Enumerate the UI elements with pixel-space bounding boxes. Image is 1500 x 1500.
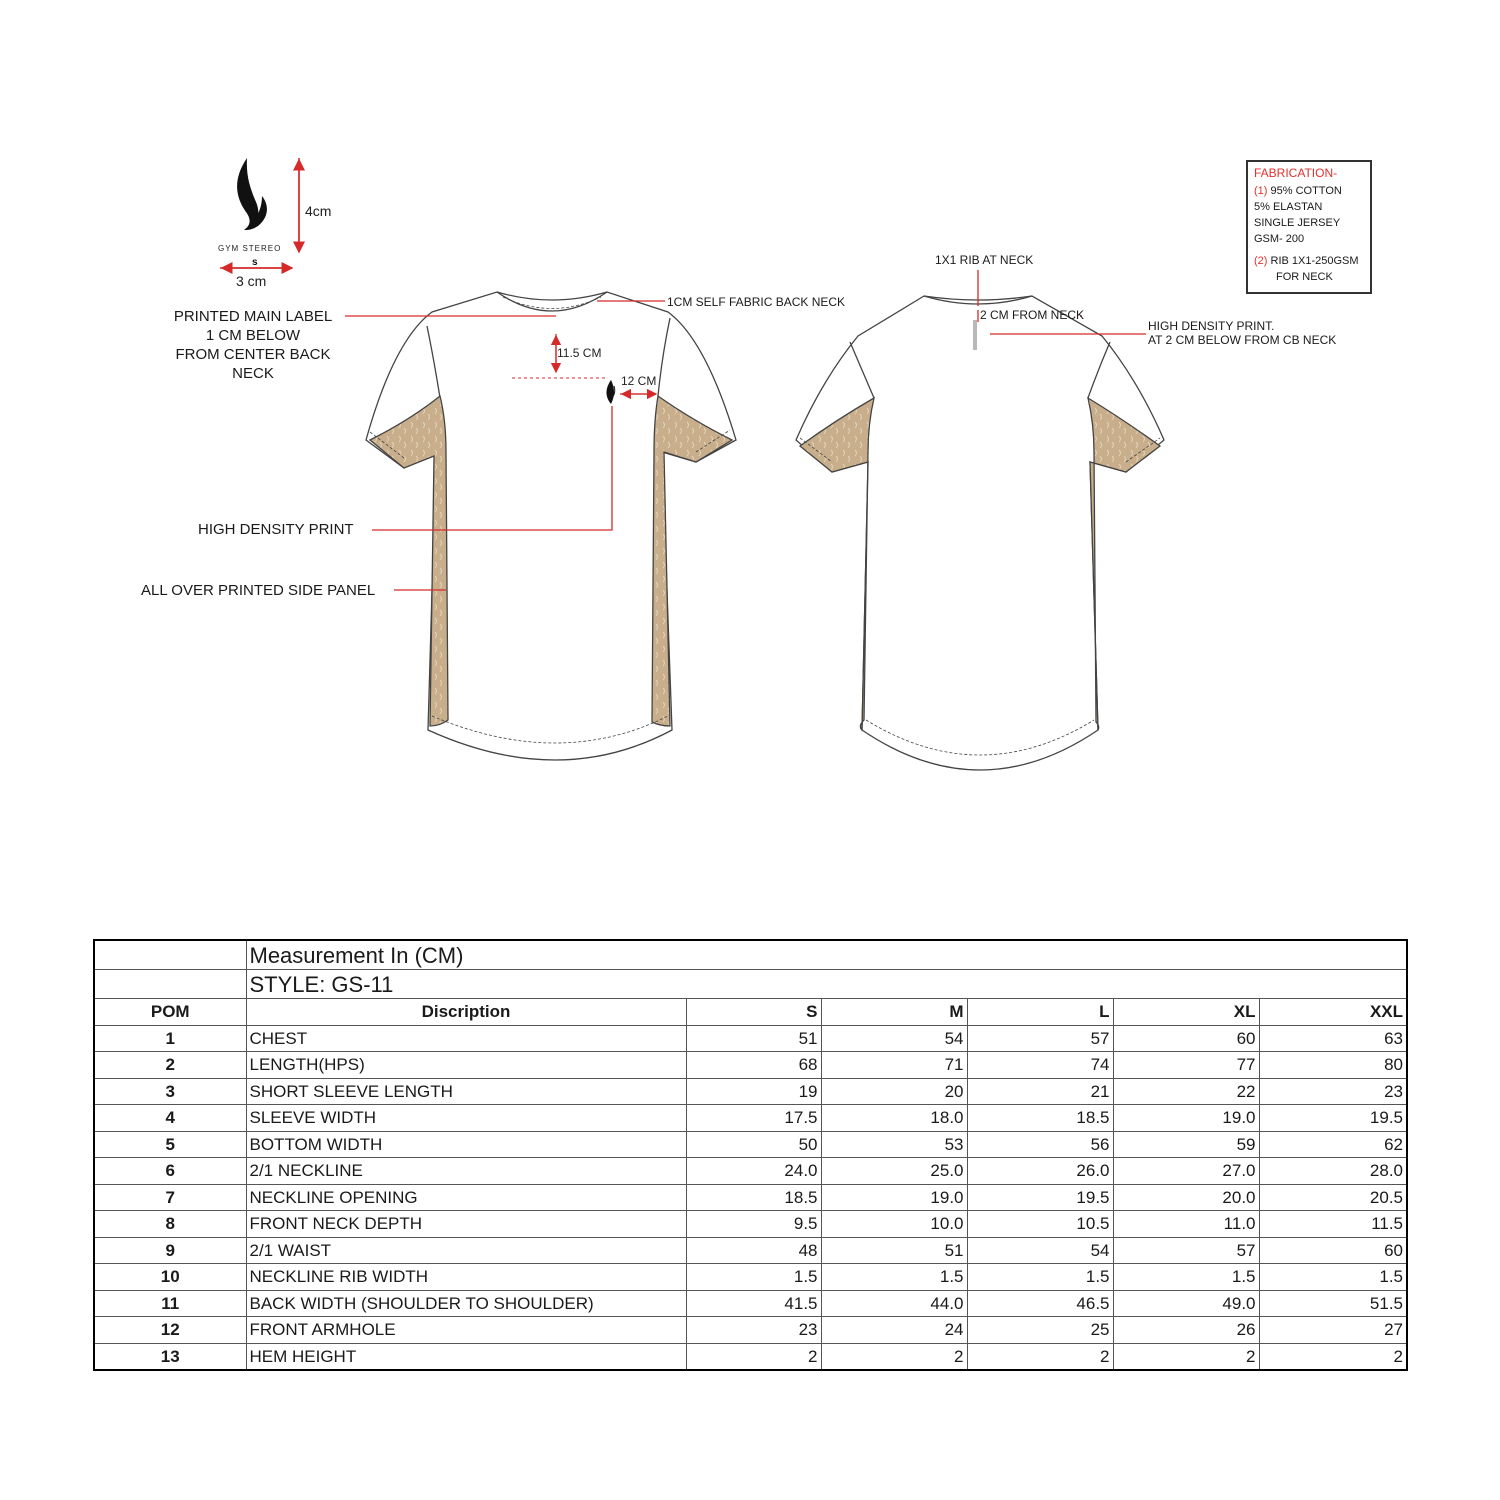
size-value-cell: 57 [967, 1025, 1113, 1052]
pom-cell: 12 [94, 1317, 246, 1344]
size-value-cell: 2 [821, 1343, 967, 1370]
size-value-cell: 27 [1259, 1317, 1407, 1344]
table-row [94, 1052, 1407, 1079]
size-value-cell: 10.5 [967, 1211, 1113, 1238]
high-density-callout: HIGH DENSITY PRINT [198, 521, 354, 538]
size-value-cell: 1.5 [1113, 1264, 1259, 1291]
size-value-cell: 59 [1113, 1131, 1259, 1158]
description-cell: NECKLINE RIB WIDTH [246, 1264, 686, 1291]
size-value-cell: 63 [1259, 1025, 1407, 1052]
pom-cell: 3 [94, 1078, 246, 1105]
size-value-cell: 50 [686, 1131, 821, 1158]
description-cell: 2/1 WAIST [246, 1237, 686, 1264]
column-header: S [686, 999, 821, 1026]
description-cell: LENGTH(HPS) [246, 1052, 686, 1079]
size-value-cell: 62 [1259, 1131, 1407, 1158]
size-value-cell: 77 [1113, 1052, 1259, 1079]
size-value-cell: 23 [1259, 1078, 1407, 1105]
size-value-cell: 49.0 [1113, 1290, 1259, 1317]
size-value-cell: 54 [821, 1025, 967, 1052]
description-cell: FRONT NECK DEPTH [246, 1211, 686, 1238]
description-cell: SLEEVE WIDTH [246, 1105, 686, 1132]
size-value-cell: 68 [686, 1052, 821, 1079]
fabrication-item1-line: 5% ELASTAN [1254, 201, 1323, 213]
pom-cell: 5 [94, 1131, 246, 1158]
logo-size-letter: s [252, 257, 258, 268]
size-value-cell: 26.0 [967, 1158, 1113, 1185]
description-cell: CHEST [246, 1025, 686, 1052]
table-style: STYLE: GS-11 [246, 970, 1407, 999]
size-value-cell: 10.0 [821, 1211, 967, 1238]
size-value-cell: 1.5 [1259, 1264, 1407, 1291]
fabrication-item1-line: 95% COTTON [1270, 185, 1342, 197]
size-value-cell: 20 [821, 1078, 967, 1105]
description-cell: BACK WIDTH (SHOULDER TO SHOULDER) [246, 1290, 686, 1317]
table-row [94, 1290, 1407, 1317]
size-value-cell: 17.5 [686, 1105, 821, 1132]
size-value-cell: 24.0 [686, 1158, 821, 1185]
size-value-cell: 1.5 [967, 1264, 1113, 1291]
size-value-cell: 1.5 [821, 1264, 967, 1291]
column-header: M [821, 999, 967, 1026]
size-value-cell: 51.5 [1259, 1290, 1407, 1317]
back-tshirt [796, 296, 1164, 770]
size-value-cell: 2 [1113, 1343, 1259, 1370]
size-value-cell: 56 [967, 1131, 1113, 1158]
table-row [94, 1025, 1407, 1052]
back-neck-print [973, 320, 977, 350]
hd-print-callout [1148, 319, 1336, 347]
table-row [94, 1131, 1407, 1158]
table-row [94, 1264, 1407, 1291]
front-depth-dim: 11.5 CM [557, 346, 602, 360]
fabrication-item1-line: SINGLE JERSEY [1254, 217, 1341, 229]
fabrication-box [1246, 160, 1372, 294]
column-header: XL [1113, 999, 1259, 1026]
front-side-dim: 12 CM [621, 374, 657, 388]
column-header: XXL [1259, 999, 1407, 1026]
pom-cell: 1 [94, 1025, 246, 1052]
logo-mark [237, 158, 267, 230]
size-value-cell: 25 [967, 1317, 1113, 1344]
column-header: POM [94, 999, 246, 1026]
pom-cell: 9 [94, 1237, 246, 1264]
size-value-cell: 19.5 [1259, 1105, 1407, 1132]
table-row [94, 1211, 1407, 1238]
table-row [94, 1184, 1407, 1211]
fabrication-item1-num: (1) [1254, 185, 1268, 197]
size-value-cell: 41.5 [686, 1290, 821, 1317]
hd-print-line: HIGH DENSITY PRINT. [1148, 319, 1275, 333]
size-value-cell: 18.5 [967, 1105, 1113, 1132]
table-header-row [94, 999, 1407, 1026]
table-row [94, 1317, 1407, 1344]
description-cell: BOTTOM WIDTH [246, 1131, 686, 1158]
size-value-cell: 19 [686, 1078, 821, 1105]
table-row [94, 1105, 1407, 1132]
size-value-cell: 9.5 [686, 1211, 821, 1238]
size-value-cell: 54 [967, 1237, 1113, 1264]
logo-brand-text: GYM STEREO [218, 244, 282, 253]
description-cell: FRONT ARMHOLE [246, 1317, 686, 1344]
pom-cell: 8 [94, 1211, 246, 1238]
size-value-cell: 1.5 [686, 1264, 821, 1291]
size-value-cell: 28.0 [1259, 1158, 1407, 1185]
size-value-cell: 22 [1113, 1078, 1259, 1105]
logo-height-dim: 4cm [305, 203, 332, 219]
description-cell: SHORT SLEEVE LENGTH [246, 1078, 686, 1105]
pom-cell: 2 [94, 1052, 246, 1079]
size-value-cell: 51 [686, 1025, 821, 1052]
main-label-line: 1 CM BELOW [205, 327, 301, 344]
size-value-cell: 60 [1113, 1025, 1259, 1052]
pom-cell: 6 [94, 1158, 246, 1185]
table-row [94, 1237, 1407, 1264]
fabrication-item2-line: RIB 1X1-250GSM [1270, 255, 1359, 267]
main-label-line: NECK [232, 365, 274, 382]
main-label-line: FROM CENTER BACK [175, 346, 331, 363]
size-value-cell: 23 [686, 1317, 821, 1344]
size-value-cell: 20.0 [1113, 1184, 1259, 1211]
size-value-cell: 18.5 [686, 1184, 821, 1211]
size-value-cell: 20.5 [1259, 1184, 1407, 1211]
table-row [94, 1158, 1407, 1185]
size-value-cell: 25.0 [821, 1158, 967, 1185]
logo-width-dim: 3 cm [236, 273, 267, 289]
size-value-cell: 2 [1259, 1343, 1407, 1370]
table-row [94, 1078, 1407, 1105]
column-header: L [967, 999, 1113, 1026]
size-value-cell: 53 [821, 1131, 967, 1158]
pom-cell: 7 [94, 1184, 246, 1211]
size-value-cell: 2 [967, 1343, 1113, 1370]
size-value-cell: 18.0 [821, 1105, 967, 1132]
table-title: Measurement In (CM) [246, 940, 1407, 970]
size-value-cell: 24 [821, 1317, 967, 1344]
front-tshirt [366, 292, 736, 760]
size-value-cell: 60 [1259, 1237, 1407, 1264]
size-value-cell: 74 [967, 1052, 1113, 1079]
size-value-cell: 19.5 [967, 1184, 1113, 1211]
main-label-callout [158, 307, 348, 383]
hd-print-line: AT 2 CM BELOW FROM CB NECK [1148, 333, 1337, 347]
fabrication-item1-line: GSM- 200 [1254, 233, 1305, 245]
size-value-cell: 26 [1113, 1317, 1259, 1344]
fabrication-item2-line: FOR NECK [1276, 271, 1333, 283]
size-value-cell: 51 [821, 1237, 967, 1264]
size-value-cell: 71 [821, 1052, 967, 1079]
description-cell: HEM HEIGHT [246, 1343, 686, 1370]
description-cell: 2/1 NECKLINE [246, 1158, 686, 1185]
size-value-cell: 11.5 [1259, 1211, 1407, 1238]
size-value-cell: 44.0 [821, 1290, 967, 1317]
table-row [94, 1343, 1407, 1370]
pom-cell: 13 [94, 1343, 246, 1370]
side-panel-callout: ALL OVER PRINTED SIDE PANEL [141, 582, 376, 599]
size-value-cell: 19.0 [821, 1184, 967, 1211]
column-header: Discription [246, 999, 686, 1026]
table-corner [94, 940, 246, 970]
size-value-cell: 46.5 [967, 1290, 1113, 1317]
size-value-cell: 27.0 [1113, 1158, 1259, 1185]
size-value-cell: 2 [686, 1343, 821, 1370]
fabrication-title: FABRICATION- [1254, 166, 1338, 180]
measurement-table [93, 939, 1406, 1371]
description-cell: NECKLINE OPENING [246, 1184, 686, 1211]
size-value-cell: 80 [1259, 1052, 1407, 1079]
size-value-cell: 57 [1113, 1237, 1259, 1264]
self-fabric-callout: 1CM SELF FABRIC BACK NECK [667, 295, 846, 309]
main-label-line: PRINTED MAIN LABEL [173, 308, 333, 325]
pom-cell: 4 [94, 1105, 246, 1132]
size-value-cell: 21 [967, 1078, 1113, 1105]
rib-callout: 1X1 RIB AT NECK [935, 253, 1034, 267]
size-value-cell: 11.0 [1113, 1211, 1259, 1238]
from-neck-callout: 2 CM FROM NECK [980, 308, 1085, 322]
table-corner [94, 970, 246, 999]
pom-cell: 10 [94, 1264, 246, 1291]
size-value-cell: 48 [686, 1237, 821, 1264]
size-value-cell: 19.0 [1113, 1105, 1259, 1132]
pom-cell: 11 [94, 1290, 246, 1317]
fabrication-item2-num: (2) [1254, 255, 1268, 267]
